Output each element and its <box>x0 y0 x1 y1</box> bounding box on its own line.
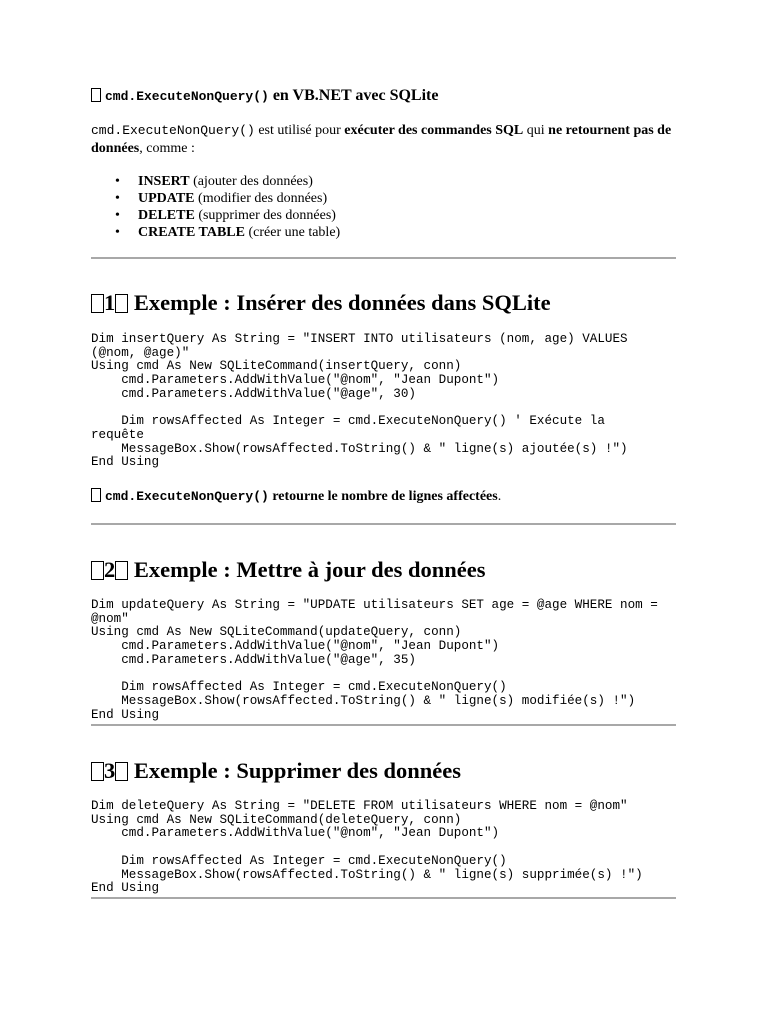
keycap-emoji-icon <box>115 762 128 781</box>
divider <box>91 523 676 525</box>
heading-text: en VB.NET avec SQLite <box>268 87 439 104</box>
section-1-title <box>91 289 551 317</box>
section-3-title <box>91 757 461 785</box>
doc-heading <box>91 86 438 107</box>
check-emoji-icon <box>91 88 101 102</box>
intro-code: cmd.ExecuteNonQuery() <box>91 123 255 138</box>
intro-bold-2: ne retournent pas de données <box>91 123 672 156</box>
code-block-delete: Dim deleteQuery As String = "DELETE FROM utilisateurs WHERE nom = @nom" Using cmd As New SQLiteCommand(deleteQuery, conn) cmd.Parameters.AddWithValue("@nom", "Jean Dupont") Dim rowsAffected As Integer = cmd.ExecuteNonQuery() MessageBox.Show(rowsAffected.ToString() & " ligne(s) supprimée(s) !") End Using <box>91 799 643 896</box>
command-name: INSERT <box>138 174 190 189</box>
divider <box>91 724 676 726</box>
code-block-update: Dim updateQuery As String = "UPDATE utilisateurs SET age = @age WHERE nom = @nom" Using cmd As New SQLiteCommand(updateQuery, conn) cmd.Parameters.AddWithValue("@nom", "Jean Dupont") cmd.Parameters.AddWithValue("@age", 35) Dim rowsAffected As Integer = cmd.ExecuteNonQuery() MessageBox.Show(rowsAffected.ToString() & " ligne(s) modifiée(s) !") End Using <box>91 598 658 722</box>
note-code: cmd.ExecuteNonQuery() <box>105 489 269 504</box>
section-number: 1 <box>104 290 116 315</box>
command-desc: (créer une table) <box>244 225 341 240</box>
return-note <box>91 488 501 506</box>
divider <box>91 257 676 259</box>
intro-paragraph <box>91 122 676 158</box>
note-end: . <box>497 489 502 504</box>
intro-text-3: , comme : <box>139 141 195 156</box>
pin-emoji-icon <box>91 294 104 313</box>
section-title-text: Exemple : Insérer des données dans SQLite <box>128 290 551 315</box>
list-item <box>91 190 340 207</box>
keycap-emoji-icon <box>115 294 128 313</box>
command-desc: (ajouter des données) <box>189 174 313 189</box>
section-2-title <box>91 556 486 584</box>
intro-bold-1: exécuter des commandes SQL <box>344 123 524 138</box>
pin-emoji-icon <box>91 561 104 580</box>
code-block-insert: Dim insertQuery As String = "INSERT INTO utilisateurs (nom, age) VALUES (@nom, @age)" Using cmd As New SQLiteCommand(insertQuery, conn) cmd.Parameters.AddWithValue("@nom", "Jean Dupont") cmd.Parameters.AddWithValue("@age", 30) Dim rowsAffected As Integer = cmd.ExecuteNonQuery() ' Exécute la requête MessageBox.Show(rowsAffected.ToString() & " ligne(s) ajoutée(s) !") End Using <box>91 332 628 470</box>
list-item <box>91 173 340 190</box>
list-item <box>91 207 340 224</box>
command-list <box>91 173 340 241</box>
note-bold: retourne le nombre de lignes affectées <box>268 489 498 504</box>
section-title-text: Exemple : Supprimer des données <box>128 758 461 783</box>
section-number: 2 <box>104 557 116 582</box>
command-desc: (supprimer des données) <box>194 208 336 223</box>
list-item <box>91 224 340 241</box>
pin-emoji-icon <box>91 762 104 781</box>
intro-text-1: est utilisé pour <box>254 123 345 138</box>
keycap-emoji-icon <box>115 561 128 580</box>
intro-text-2: qui <box>523 123 549 138</box>
divider <box>91 897 676 899</box>
command-name: CREATE TABLE <box>138 225 245 240</box>
heading-code: cmd.ExecuteNonQuery() <box>105 89 269 104</box>
section-number: 3 <box>104 758 116 783</box>
command-desc: (modifier des données) <box>194 191 328 206</box>
check-emoji-icon <box>91 488 101 502</box>
section-title-text: Exemple : Mettre à jour des données <box>128 557 486 582</box>
command-name: DELETE <box>138 208 195 223</box>
command-name: UPDATE <box>138 191 195 206</box>
